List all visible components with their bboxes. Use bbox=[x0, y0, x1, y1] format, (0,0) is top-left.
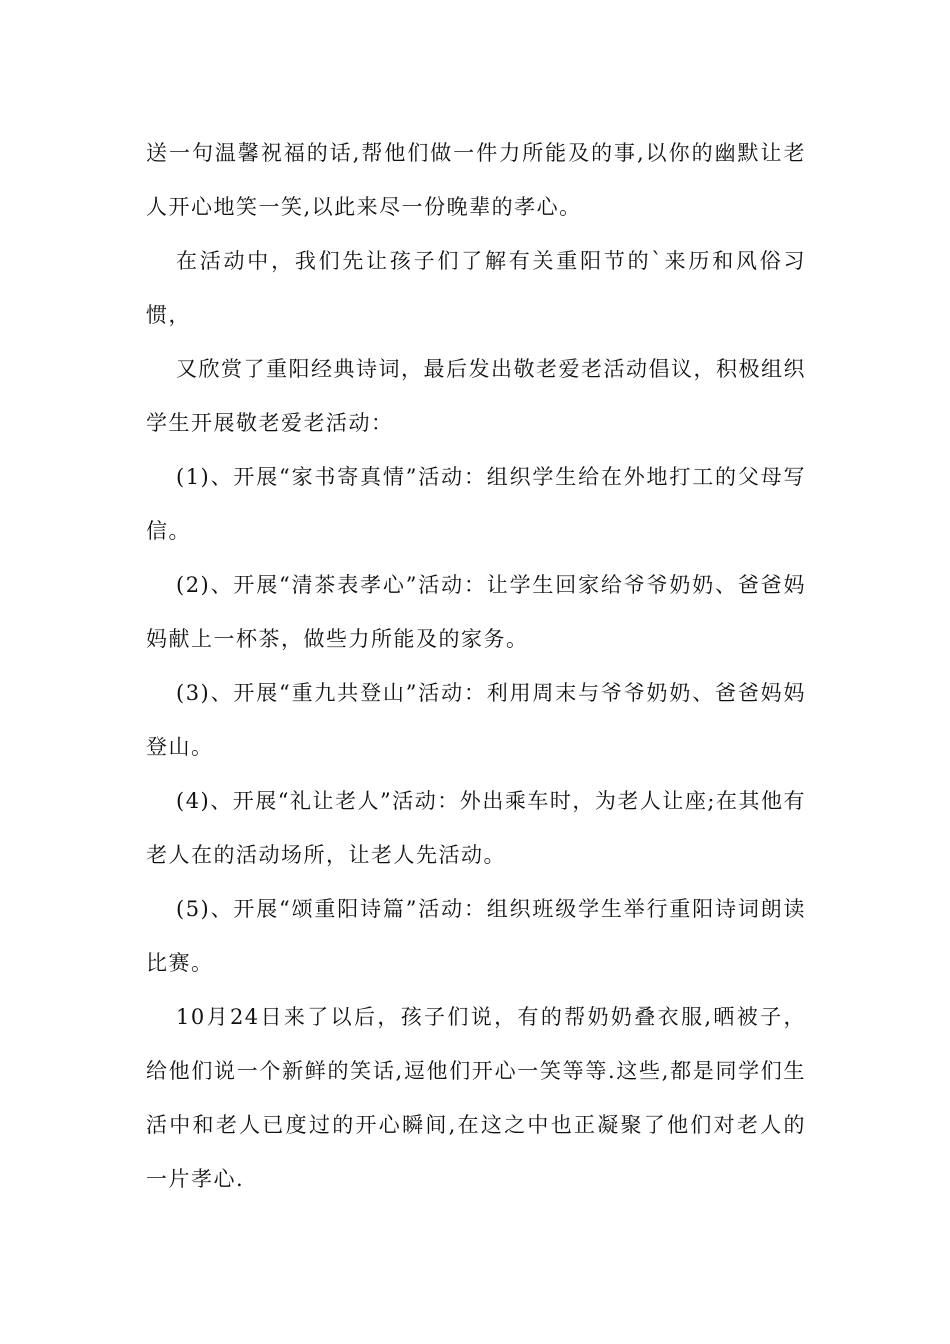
paragraph-4: (1)、开展“家书寄真情”活动：组织学生给在外地打工的父母写信。 bbox=[146, 465, 806, 543]
paragraph-9: 10月24日来了以后，孩子们说，有的帮奶奶叠衣服,晒被子，给他们说一个新鲜的笑话,逗他们开心一笑等等.这些,都是同学们生活中和老人已度过的开心瞬间,在这之中也正凝聚了他们对老人的一片孝心. bbox=[146, 1005, 806, 1191]
paragraph-5: (2)、开展“清茶表孝心”活动：让学生回家给爷爷奶奶、爸爸妈妈献上一杯茶，做些力所能及的家务。 bbox=[146, 573, 806, 651]
paragraph-7: (4)、开展“礼让老人”活动：外出乘车时，为老人让座;在其他有老人在的活动场所，让老人先活动。 bbox=[146, 789, 806, 867]
paragraph-2: 在活动中，我们先让孩子们了解有关重阳节的`来历和风俗习惯， bbox=[146, 249, 806, 327]
paragraph-6: (3)、开展“重九共登山”活动：利用周末与爷爷奶奶、爸爸妈妈登山。 bbox=[146, 681, 806, 759]
paragraph-3: 又欣赏了重阳经典诗词，最后发出敬老爱老活动倡议，积极组织学生开展敬老爱老活动： bbox=[146, 357, 806, 435]
paragraph-1: 送一句温馨祝福的话,帮他们做一件力所能及的事,以你的幽默让老人开心地笑一笑,以此来尽一份晚辈的孝心。 bbox=[146, 141, 806, 219]
document-body bbox=[146, 126, 806, 1206]
paragraph-8: (5)、开展“颂重阳诗篇”活动：组织班级学生举行重阳诗词朗读比赛。 bbox=[146, 897, 806, 975]
